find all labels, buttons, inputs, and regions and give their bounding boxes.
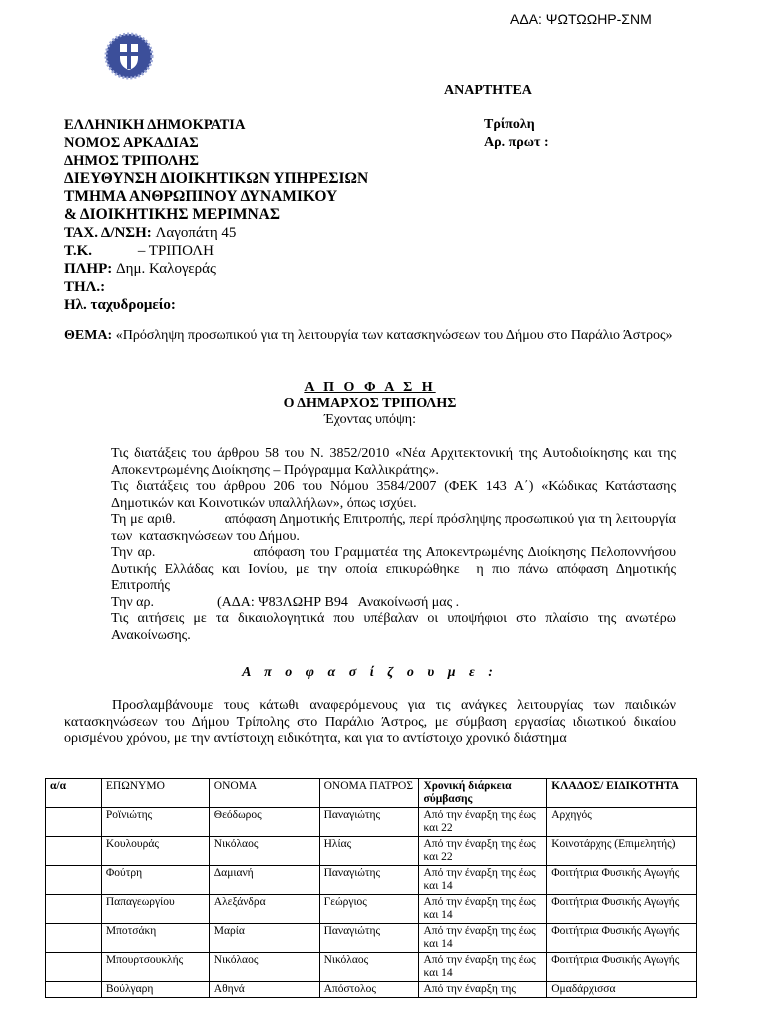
table-cell: Παναγιώτης xyxy=(319,924,419,953)
table-cell: Νικόλαος xyxy=(319,953,419,982)
table-cell xyxy=(46,866,102,895)
info-line xyxy=(64,260,368,278)
table-cell: Κοινοτάρχης (Επιμελητής) xyxy=(547,837,697,866)
table-cell: Δαμιανή xyxy=(209,866,319,895)
subject xyxy=(64,328,676,345)
table-cell: Φοιτήτρια Φυσικής Αγωγής xyxy=(547,953,697,982)
table-cell: Από την έναρξη της έως και 14 xyxy=(419,924,547,953)
table-row xyxy=(46,982,697,998)
table-row xyxy=(46,808,697,837)
mayor-title: Ο ΔΗΜΑΡΧΟΣ ΤΡΙΠΟΛΗΣ xyxy=(283,396,457,411)
table-cell: Από την έναρξη της xyxy=(419,982,547,998)
table-cell: Φούτρη xyxy=(101,866,209,895)
address-label: ΤΑΧ. Δ/ΝΣΗ: xyxy=(64,225,152,241)
info-value: Δημ. Καλογεράς xyxy=(116,261,216,277)
ada-code: ΑΔΑ: ΨΩΤΩΩΗΡ-ΣΝΜ xyxy=(510,11,652,27)
table-cell: Κουλουράς xyxy=(101,837,209,866)
table-cell: Από την έναρξη της έως και 22 xyxy=(419,837,547,866)
consideration-item: Τη με αριθ. απόφαση Δημοτικής Επιτροπής, περί πρόσληψης προσωπικού για τη λειτουργία των κατασκηνώσεων του Δήμου. xyxy=(111,512,680,544)
table-cell: Παναγιώτης xyxy=(319,808,419,837)
col-header: ΚΛΑΔΟΣ/ ΕΙΔΙΚΟΤΗΤΑ xyxy=(547,779,697,808)
subject-text: «Πρόσληψη προσωπικού για τη λειτουργία των κατασκηνώσεων του Δήμου στο Παράλιο Άστρος» xyxy=(115,328,673,343)
staff-table xyxy=(45,778,697,998)
table-cell: Από την έναρξη της έως και 14 xyxy=(419,953,547,982)
table-cell: Αθηνά xyxy=(209,982,319,998)
table-cell xyxy=(46,953,102,982)
subject-label: ΘΕΜΑ: xyxy=(64,328,113,343)
table-cell: Μποτσάκη xyxy=(101,924,209,953)
table-cell xyxy=(46,982,102,998)
table-cell xyxy=(46,837,102,866)
protocol-label: Αρ. πρωτ : xyxy=(484,135,549,150)
table-cell: Νικόλαος xyxy=(209,953,319,982)
table-row xyxy=(46,837,697,866)
table-cell: Μαρία xyxy=(209,924,319,953)
table-cell: Φοιτήτρια Φυσικής Αγωγής xyxy=(547,924,697,953)
table-cell: Από την έναρξη της έως και 14 xyxy=(419,895,547,924)
address-value: Λαγοπάτη 45 xyxy=(155,225,237,241)
col-header: ΕΠΩΝΥΜΟ xyxy=(101,779,209,808)
postal-code-value: – ΤΡΙΠΟΛΗ xyxy=(137,243,214,259)
table-cell: Φοιτήτρια Φυσικής Αγωγής xyxy=(547,866,697,895)
table-cell: Βούλγαρη xyxy=(101,982,209,998)
table-cell: Απόστολος xyxy=(319,982,419,998)
we-decide-heading: Α π ο φ α σ ί ζ ο υ μ ε : xyxy=(242,665,498,680)
considerations-list xyxy=(111,446,683,644)
phone-label: ΤΗΛ.: xyxy=(64,279,106,295)
table-cell: Μπουρτσουκλής xyxy=(101,953,209,982)
table-cell: Ηλίας xyxy=(319,837,419,866)
col-header: Χρονική διάρκεια σύμβασης xyxy=(419,779,547,808)
table-cell: Αλεξάνδρα xyxy=(209,895,319,924)
table-cell: Ροϊνιώτης xyxy=(101,808,209,837)
table-cell: Παναγιώτης xyxy=(319,866,419,895)
table-cell: Ομαδάρχισσα xyxy=(547,982,697,998)
sender-block xyxy=(64,116,368,314)
consideration-item: Τις διατάξεις του άρθρου 206 του Νόμου 3584/2007 (ΦΕΚ 143 Α΄) «Κώδικας Κατάστασης Δημοτικών και Κοινοτικών υπαλλήλων», όπως ισχύει. xyxy=(111,479,676,511)
consideration-item: Τις αιτήσεις με τα δικαιολογητικά που υπέβαλαν οι υποψήφιοι στο πλαίσιο της ανωτέρω Ανακοίνωσης. xyxy=(111,611,676,643)
table-row xyxy=(46,953,697,982)
post-stamp: ΑΝΑΡΤΗΤΕΑ xyxy=(444,83,532,98)
table-cell: Από την έναρξη της έως και 22 xyxy=(419,808,547,837)
sender-line: ΤΜΗΜΑ ΑΝΘΡΩΠΙΝΟΥ ΔΥΝΑΜΙΚΟΥ xyxy=(64,188,338,205)
sender-line: ΝΟΜΟΣ ΑΡΚΑΔΙΑΣ xyxy=(64,135,199,151)
col-header: α/α xyxy=(46,779,102,808)
table-cell: Γεώργιος xyxy=(319,895,419,924)
sender-line: ΕΛΛΗΝΙΚΗ ΔΗΜΟΚΡΑΤΙΑ xyxy=(64,117,246,133)
sender-line: ΔΗΜΟΣ ΤΡΙΠΟΛΗΣ xyxy=(64,153,199,169)
greek-emblem-icon xyxy=(104,32,154,80)
consideration-item: Την αρ. (ΑΔΑ: Ψ83ΛΩΗΡ Β94 Ανακοίνωσή μας . xyxy=(111,594,460,610)
postal-code-label: Τ.Κ. xyxy=(64,243,93,259)
table-cell: Παπαγεωργίου xyxy=(101,895,209,924)
table-cell xyxy=(46,895,102,924)
info-label: ΠΛΗΡ: xyxy=(64,261,113,277)
table-row xyxy=(46,924,697,953)
table-header-row xyxy=(46,779,697,808)
decision-title: Α Π Ο Φ Α Σ Η xyxy=(304,380,436,395)
table-cell: Αρχηγός xyxy=(547,808,697,837)
col-header: ΟΝΟΜΑ xyxy=(209,779,319,808)
col-header: ΟΝΟΜΑ ΠΑΤΡΟΣ xyxy=(319,779,419,808)
table-row xyxy=(46,866,697,895)
table-cell: Από την έναρξη της έως και 14 xyxy=(419,866,547,895)
table-row xyxy=(46,895,697,924)
place: Τρίπολη xyxy=(484,117,535,132)
table-cell: Νικόλαος xyxy=(209,837,319,866)
table-cell: Φοιτήτρια Φυσικής Αγωγής xyxy=(547,895,697,924)
considering-label: Έχοντας υπόψη: xyxy=(324,412,416,427)
decision-heading xyxy=(64,380,676,428)
table-cell xyxy=(46,924,102,953)
hire-paragraph: Προσλαμβάνουμε τους κάτωθι αναφερόμενους για τις ανάγκες λειτουργίας των παιδικών κατασκηνώσεων του Δήμου Τρίπολης στο Παράλιο Άστρος, με σύμβαση εργασίας ιδιωτικού δικαίου ορισμένου χρόνου, με την αντίστοιχη ειδικότητα, και για το αντίστοιχο χρονικό διάστημα xyxy=(64,698,676,746)
consideration-item: Την αρ. απόφαση του Γραμματέα της Αποκεντρωμένης Διοίκησης Πελοποννήσου Δυτικής Ελλάδας και Ιονίου, με την οποία επικυρώθηκε η πιο πάνω απόφαση Δημοτικής Επιτροπής xyxy=(111,545,683,593)
sender-line: & ΔΙΟΙΚΗΤΙΚΗΣ ΜΕΡΙΜΝΑΣ xyxy=(64,206,280,223)
sender-line: ΔΙΕΥΘΥΝΣΗ ΔΙΟΙΚΗΤΙΚΩΝ ΥΠΗΡΕΣΙΩΝ xyxy=(64,170,369,187)
table-cell xyxy=(46,808,102,837)
table-cell: Θεόδωρος xyxy=(209,808,319,837)
consideration-item: Τις διατάξεις του άρθρου 58 του Ν. 3852/2010 «Νέα Αρχιτεκτονική της Αυτοδιοίκησης και της Αποκεντρωμένης Διοίκησης – Πρόγραμμα Καλλικράτης». xyxy=(111,446,676,478)
postal-code-line xyxy=(64,242,368,260)
place-block xyxy=(484,116,549,152)
email-label: Ηλ. ταχυδρομείο: xyxy=(64,297,176,313)
address-line xyxy=(64,224,368,242)
